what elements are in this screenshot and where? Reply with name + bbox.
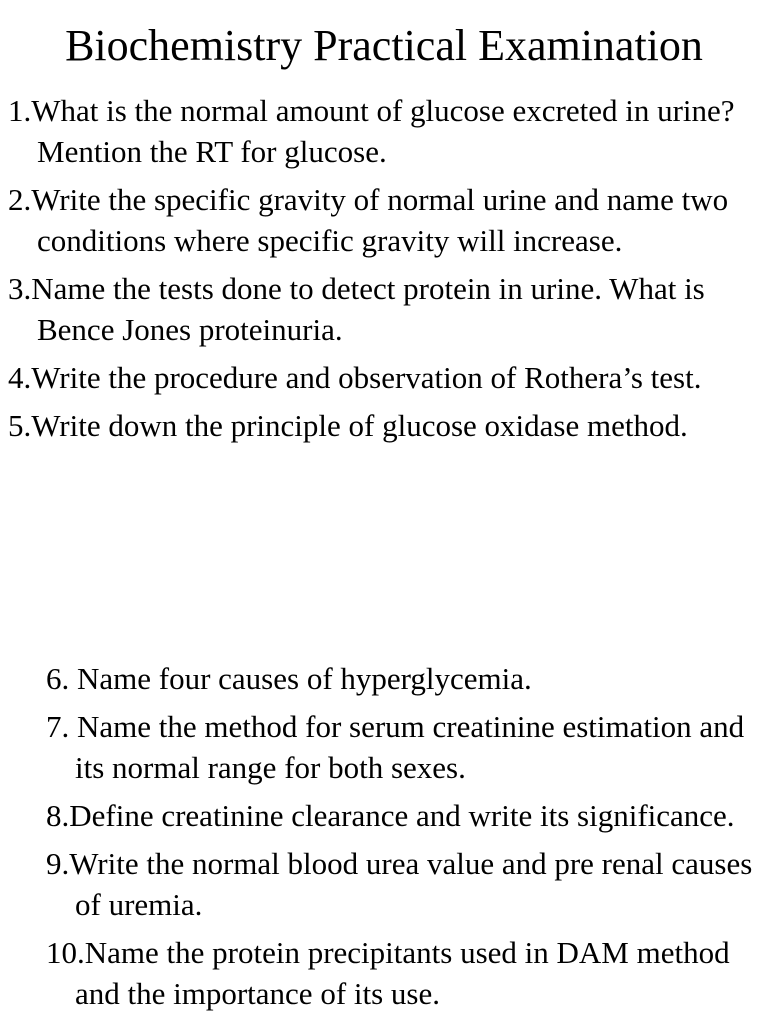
- question-list-part-2: [46, 658, 761, 1021]
- question-10: 10.Name the protein precipitants used in DAM method and the importance of its use.: [46, 935, 730, 1011]
- page-title: Biochemistry Practical Examination: [65, 21, 703, 70]
- question-3: 3.Name the tests done to detect protein in urine. What is Bence Jones proteinuria.: [8, 271, 705, 347]
- question-1: 1.What is the normal amount of glucose excreted in urine? Mention the RT for glucose.: [8, 93, 735, 169]
- question-5: 5.Write down the principle of glucose oxidase method.: [8, 408, 688, 443]
- question-4: 4.Write the procedure and observation of Rothera’s test.: [8, 360, 702, 395]
- question-list-part-1: [8, 90, 763, 453]
- question-8: 8.Define creatinine clearance and write its significance.: [46, 798, 735, 833]
- question-2: 2.Write the specific gravity of normal urine and name two conditions where specific gravity will increase.: [8, 182, 729, 258]
- question-7: 7. Name the method for serum creatinine estimation and its normal range for both sexes.: [46, 709, 745, 785]
- question-6: 6. Name four causes of hyperglycemia.: [46, 661, 532, 696]
- question-9: 9.Write the normal blood urea value and pre renal causes of uremia.: [46, 846, 753, 922]
